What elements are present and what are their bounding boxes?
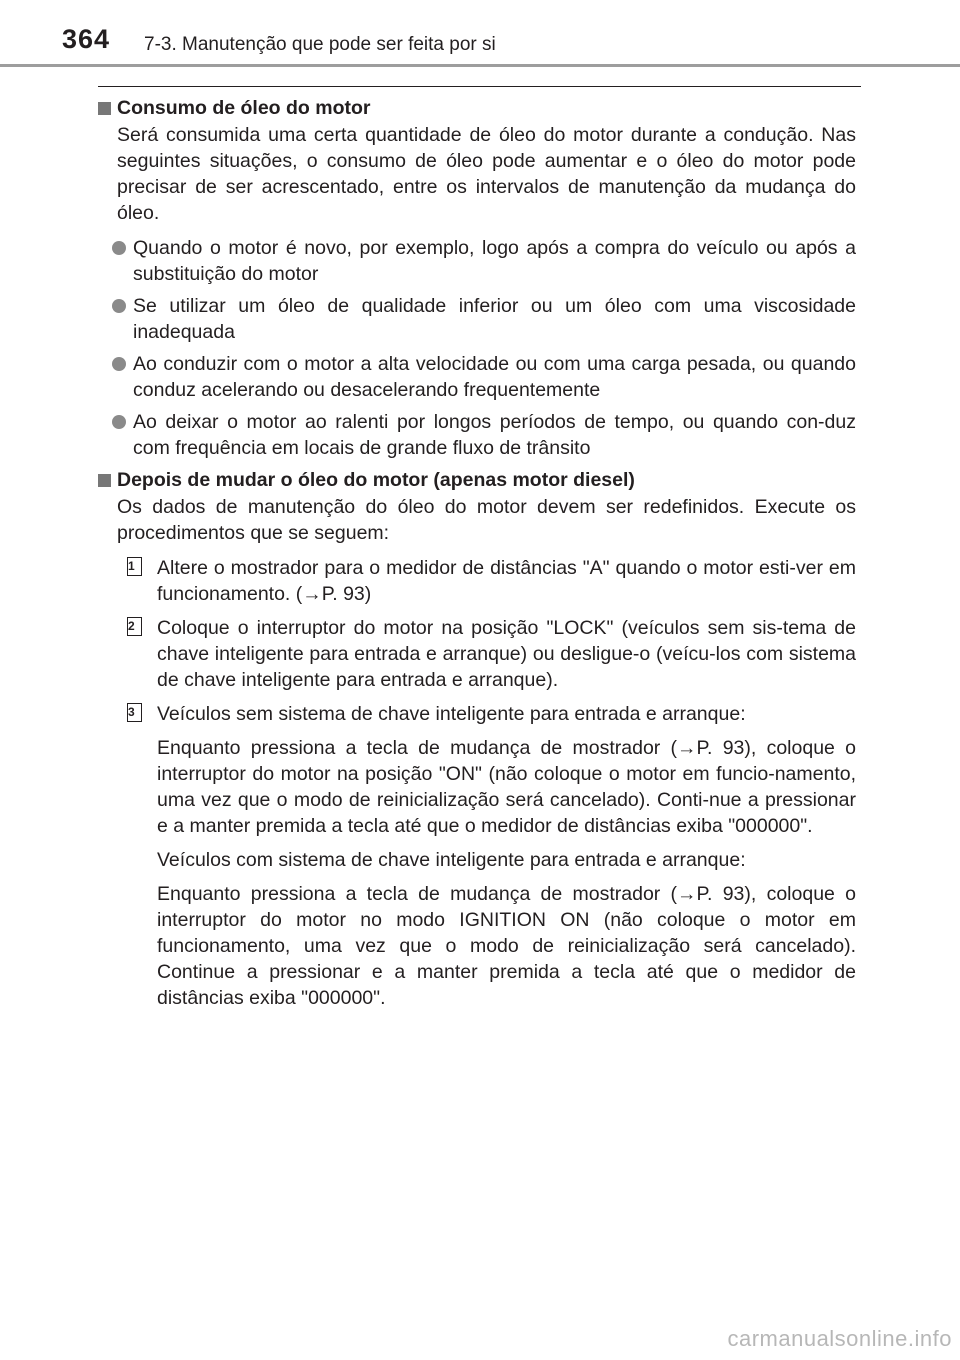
site-watermark: carmanualsonline.info [727,1326,952,1351]
step-paragraph: Enquanto pressiona a tecla de mudança de mostrador (→P. 93), coloque o interruptor do motor na posição "ON" (não coloque o motor em funcio-namento, uma vez que o modo de reinicialização será cancelado). Conti-nue a pressionar e a manter premida a tecla até que o medidor de distâncias exiba "000000". [157,737,856,837]
step-item [128,555,856,607]
step-number-badge: 3 [127,703,142,722]
page-content [98,95,856,1019]
section-intro: Os dados de manutenção do óleo do motor devem ser redefinidos. Execute os procedimentos que se seguem: [117,496,856,544]
step-paragraph: Veículos com sistema de chave inteligente para entrada e arranque: [157,849,746,871]
step-text: Veículos sem sistema de chave inteligente para entrada e arranque: [157,703,746,725]
header-divider [0,64,960,67]
list-item [133,293,856,345]
bullet-dot-icon [112,241,126,255]
page-header [0,0,960,70]
content-divider [98,86,861,87]
list-item [133,351,856,403]
section-title: Depois de mudar o óleo do motor (apenas motor diesel) [117,469,635,491]
list-item-text: Se utilizar um óleo de qualidade inferior ou um óleo com uma viscosidade inadequada [133,295,856,343]
list-item-text: Quando o motor é novo, por exemplo, logo após a compra do veículo ou após a substituição do motor [133,237,856,285]
step-number-badge: 2 [127,617,142,636]
step-text: Altere o mostrador para o medidor de distâncias "A" quando o motor esti-ver em funcionamento. (→P. 93) [157,557,856,605]
section-intro: Será consumida uma certa quantidade de óleo do motor durante a condução. Nas seguintes situações, o consumo de óleo pode aumentar e o óleo do motor pode precisar de ser acrescentado, entre os intervalos de manutenção da mudança do óleo. [117,124,856,224]
section-heading-oil-consumption [98,95,856,121]
section-title: Consumo de óleo do motor [117,97,371,119]
bullet-dot-icon [112,299,126,313]
step-text: Coloque o interruptor do motor na posição "LOCK" (veículos sem sis-tema de chave inteligente para entrada e arranque) ou desligue-o (veícu-los com sistema de chave inteligente para entrada e arranque). [157,617,856,691]
square-bullet-icon [98,474,111,487]
step-item [128,615,856,693]
chapter-title: 7-3. Manutenção que pode ser feita por si [144,34,496,55]
bullet-dot-icon [112,415,126,429]
section-heading-after-oil-change [98,467,856,493]
bullet-dot-icon [112,357,126,371]
list-item-text: Ao deixar o motor ao ralenti por longos períodos de tempo, ou quando con-duz com frequência em locais de grande fluxo de trânsito [133,411,856,459]
list-item [133,409,856,461]
step-item [128,701,856,727]
page-number: 364 [62,24,111,54]
list-item-text: Ao conduzir com o motor a alta velocidade ou com uma carga pesada, ou quando conduz acelerando ou desacelerando frequentemente [133,353,856,401]
square-bullet-icon [98,102,111,115]
step-paragraph: Enquanto pressiona a tecla de mudança de mostrador (→P. 93), coloque o interruptor do motor no modo IGNITION ON (não coloque o motor em funcionamento, uma vez que o modo de reinicialização será cancelado). Continue a pressionar e a manter premida a tecla até que o medidor de distâncias exiba "000000". [157,883,856,1009]
list-item [133,235,856,287]
step-number-badge: 1 [127,557,142,576]
